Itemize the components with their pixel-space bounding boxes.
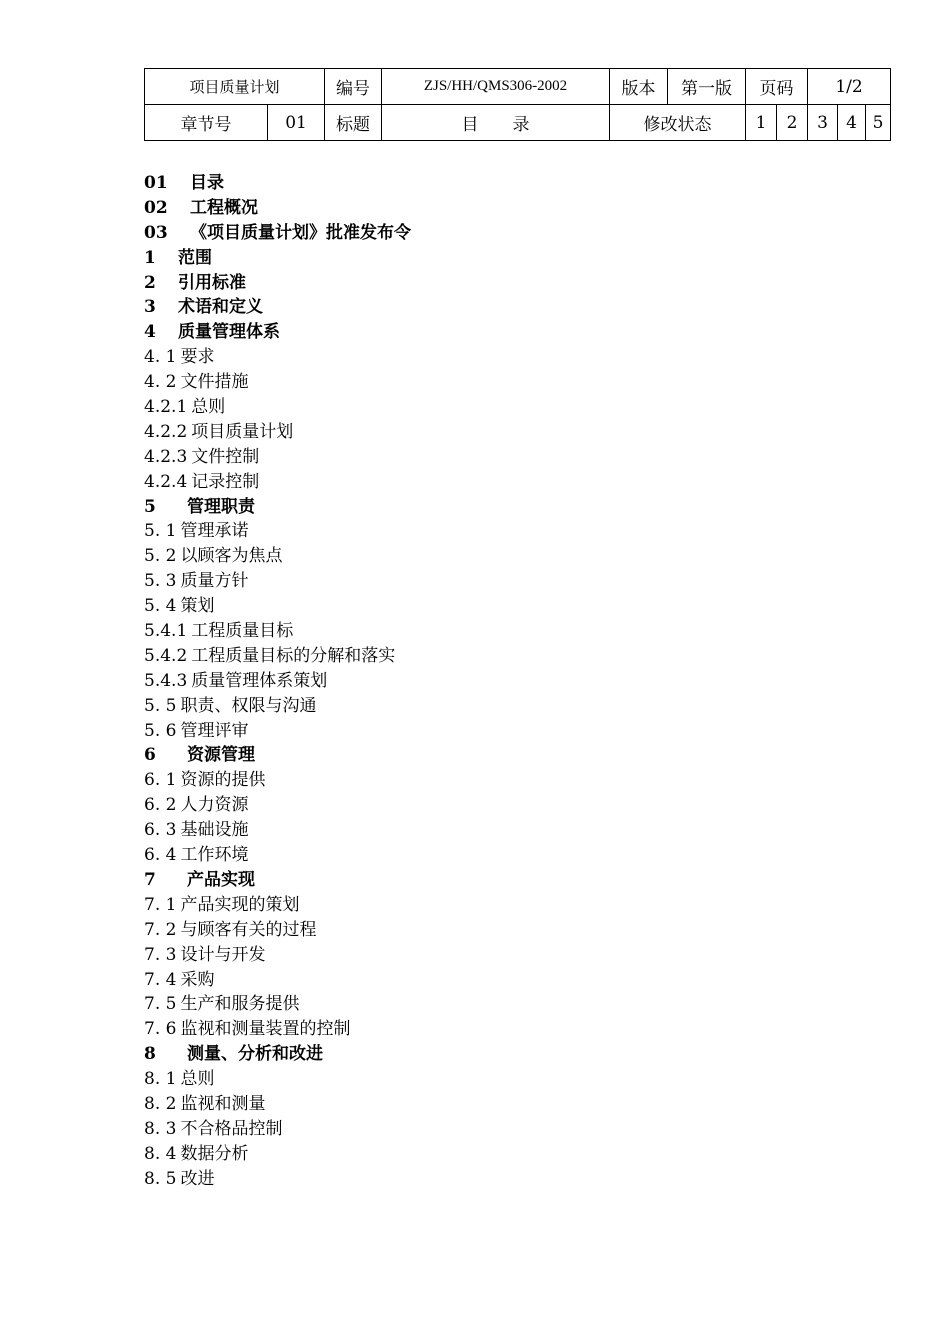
toc-entry <box>144 295 411 320</box>
toc-entry-number: 01 <box>144 173 168 193</box>
toc-entry-title: 采购 <box>180 969 215 990</box>
toc-entry-title: 不合格品控制 <box>180 1118 283 1139</box>
toc-entry-number: 4. 1 <box>144 347 177 368</box>
page-number: 1/2 <box>808 69 891 105</box>
toc-entry <box>144 943 411 968</box>
toc-entry <box>144 1017 411 1042</box>
toc-entry-title: 设计与开发 <box>180 944 266 965</box>
toc-entry-number: 7. 3 <box>144 944 177 965</box>
toc-entry-number: 4. 2 <box>144 372 177 393</box>
toc-entry <box>144 519 411 544</box>
toc-entry-title: 工程质量目标 <box>191 621 294 642</box>
toc-entry-title: 策划 <box>180 596 215 617</box>
toc-entry <box>144 246 411 271</box>
toc-entry-number: 4.2.4 <box>144 471 188 492</box>
version-value: 第一版 <box>668 69 746 105</box>
toc-entry-title: 《项目质量计划》批准发布令 <box>190 222 411 243</box>
toc-entry <box>144 1117 411 1142</box>
toc-entry <box>144 221 411 246</box>
toc-entry <box>144 743 411 768</box>
toc-entry-number: 5. 2 <box>144 546 177 567</box>
toc-entry <box>144 544 411 569</box>
toc-entry-title: 改进 <box>180 1168 215 1189</box>
toc-entry <box>144 818 411 843</box>
toc-entry-number: 5.4.3 <box>144 670 188 691</box>
toc-entry-title: 资源的提供 <box>180 770 266 791</box>
toc-entry <box>144 345 411 370</box>
toc-entry <box>144 1042 411 1067</box>
toc-entry <box>144 320 411 345</box>
toc-entry-title: 术语和定义 <box>178 297 263 318</box>
toc-entry-title: 资源管理 <box>187 745 255 766</box>
toc-entry-title: 管理职责 <box>187 496 255 517</box>
toc-entry-title: 与顾客有关的过程 <box>180 919 317 940</box>
toc-entry <box>144 171 411 196</box>
toc-entry-number: 8. 5 <box>144 1168 177 1189</box>
toc-entry-title: 测量、分析和改进 <box>187 1044 323 1065</box>
toc-entry-title: 工程概况 <box>190 197 258 218</box>
toc-entry-number: 7. 4 <box>144 969 177 990</box>
toc-entry <box>144 569 411 594</box>
toc-entry <box>144 768 411 793</box>
toc-entry-title: 引用标准 <box>178 272 246 293</box>
revision-state: 3 <box>808 105 838 141</box>
chapter-label: 章节号 <box>145 105 268 141</box>
revision-state: 1 <box>746 105 777 141</box>
toc-entry <box>144 1142 411 1167</box>
toc-entry-title: 工程质量目标的分解和落实 <box>191 645 396 666</box>
toc-entry-title: 工作环境 <box>180 845 249 866</box>
page-label: 页码 <box>746 69 808 105</box>
revision-status-label: 修改状态 <box>610 105 746 141</box>
toc-entry <box>144 271 411 296</box>
project-plan-cell: 项目质量计划 <box>145 69 325 105</box>
toc-entry <box>144 793 411 818</box>
toc-entry-number: 5. 1 <box>144 521 177 542</box>
toc-entry <box>144 495 411 520</box>
toc-entry-number: 6. 4 <box>144 845 177 866</box>
toc-entry <box>144 918 411 943</box>
toc-entry-number: 8. 1 <box>144 1069 177 1090</box>
toc-entry-number: 8. 3 <box>144 1118 177 1139</box>
toc-entry <box>144 1167 411 1192</box>
toc-entry-number: 5. 3 <box>144 571 177 592</box>
toc-entry-number: 5.4.1 <box>144 621 188 642</box>
toc-entry-title: 目录 <box>190 173 224 193</box>
toc-entry <box>144 1067 411 1092</box>
toc-entry <box>144 644 411 669</box>
toc-entry-title: 项目质量计划 <box>191 421 294 442</box>
toc-entry-title: 基础设施 <box>180 820 249 841</box>
toc-entry-number: 7. 5 <box>144 994 177 1015</box>
toc-entry <box>144 893 411 918</box>
toc-entry-number: 5 <box>144 496 156 517</box>
toc-entry <box>144 968 411 993</box>
toc-entry-number: 7 <box>144 869 156 890</box>
toc-entry <box>144 594 411 619</box>
toc-entry-title: 总则 <box>180 1069 215 1090</box>
toc-entry-title: 监视和测量装置的控制 <box>180 1019 351 1040</box>
revision-state: 5 <box>866 105 891 141</box>
toc-entry-title: 文件控制 <box>191 446 260 467</box>
toc-entry-title: 生产和服务提供 <box>180 994 300 1015</box>
toc-entry-number: 4.2.2 <box>144 421 188 442</box>
document-header-table <box>144 68 891 141</box>
table-of-contents <box>144 171 411 1192</box>
toc-entry-title: 以顾客为焦点 <box>180 546 283 567</box>
toc-entry <box>144 470 411 495</box>
toc-entry-number: 02 <box>144 197 168 218</box>
toc-entry-number: 8 <box>144 1044 156 1065</box>
toc-entry <box>144 843 411 868</box>
toc-entry-title: 要求 <box>180 347 215 368</box>
toc-entry-number: 03 <box>144 222 168 243</box>
toc-entry-title: 管理承诺 <box>180 521 249 542</box>
toc-entry-number: 6. 3 <box>144 820 177 841</box>
toc-entry-title: 质量方针 <box>180 571 249 592</box>
toc-entry-title: 文件措施 <box>180 372 249 393</box>
toc-entry-title: 质量管理体系策划 <box>191 670 328 691</box>
toc-entry <box>144 694 411 719</box>
toc-entry-title: 监视和测量 <box>180 1093 266 1114</box>
toc-entry-title: 产品实现 <box>187 869 255 890</box>
toc-entry <box>144 719 411 744</box>
toc-entry-number: 6. 2 <box>144 795 177 816</box>
toc-entry-number: 7. 2 <box>144 919 177 940</box>
toc-entry <box>144 420 411 445</box>
toc-entry <box>144 370 411 395</box>
toc-entry-number: 5. 4 <box>144 596 177 617</box>
chapter-number: 01 <box>268 105 325 141</box>
toc-entry-title: 人力资源 <box>180 795 249 816</box>
toc-entry <box>144 445 411 470</box>
toc-entry-title: 产品实现的策划 <box>180 894 300 915</box>
toc-entry-title: 记录控制 <box>191 471 260 492</box>
number-label: 编号 <box>325 69 382 105</box>
toc-entry-number: 8. 4 <box>144 1143 177 1164</box>
document-number: ZJS/HH/QMS306-2002 <box>382 69 610 105</box>
toc-entry-title: 管理评审 <box>180 720 249 741</box>
toc-entry-title: 质量管理体系 <box>178 322 280 343</box>
toc-entry <box>144 196 411 221</box>
toc-entry-number: 4.2.1 <box>144 397 188 418</box>
toc-entry-number: 7. 6 <box>144 1019 177 1040</box>
toc-entry-number: 8. 2 <box>144 1093 177 1114</box>
toc-entry-title: 职责、权限与沟通 <box>180 695 317 716</box>
revision-state: 4 <box>838 105 866 141</box>
toc-entry-number: 1 <box>144 247 156 268</box>
toc-entry-number: 5.4.2 <box>144 645 188 666</box>
toc-entry <box>144 669 411 694</box>
title-value: 目 录 <box>382 105 610 141</box>
toc-entry-number: 6. 1 <box>144 770 177 791</box>
toc-entry <box>144 1092 411 1117</box>
toc-entry-title: 数据分析 <box>180 1143 249 1164</box>
toc-entry-number: 4.2.3 <box>144 446 188 467</box>
toc-entry-number: 6 <box>144 745 156 766</box>
toc-entry-number: 4 <box>144 322 156 343</box>
title-label: 标题 <box>325 105 382 141</box>
toc-entry-title: 范围 <box>178 247 212 268</box>
toc-entry-number: 3 <box>144 297 156 318</box>
version-label: 版本 <box>610 69 668 105</box>
toc-entry <box>144 868 411 893</box>
toc-entry-number: 2 <box>144 272 156 293</box>
toc-entry-number: 5. 5 <box>144 695 177 716</box>
toc-entry <box>144 992 411 1017</box>
toc-entry <box>144 619 411 644</box>
revision-state: 2 <box>777 105 808 141</box>
toc-entry-number: 7. 1 <box>144 894 177 915</box>
toc-entry-title: 总则 <box>191 397 226 418</box>
toc-entry-number: 5. 6 <box>144 720 177 741</box>
toc-entry <box>144 395 411 420</box>
